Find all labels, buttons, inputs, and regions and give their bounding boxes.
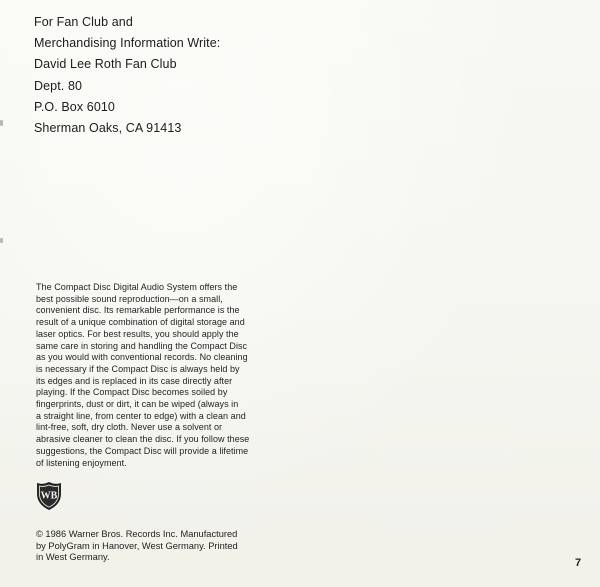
address-line: Merchandising Information Write: <box>34 36 221 51</box>
notice-line: of listening enjoyment. <box>36 457 127 468</box>
notice-line: is necessary if the Compact Disc is always held by <box>36 363 240 374</box>
notice-line: result of a unique combination of digital storage and <box>36 317 245 328</box>
notice-line: same care in storing and handling the Compact Disc <box>36 340 248 351</box>
page-number: 7 <box>575 557 582 569</box>
copyright-line: in West Germany. <box>36 552 110 563</box>
warner-bros-shield-icon <box>36 481 62 511</box>
address-line: For Fan Club and <box>34 15 133 29</box>
notice-line: playing. If the Compact Disc becomes soiled by <box>36 387 228 398</box>
address-line: Sherman Oaks, CA 91413 <box>34 121 182 136</box>
copyright-line: © 1986 Warner Bros. Records Inc. Manufactured <box>36 529 238 539</box>
copyright-line: by PolyGram in Hanover, West Germany. Printed <box>36 540 238 551</box>
fan-club-address <box>34 12 220 139</box>
notice-line: its edges and is replaced in its case directly after <box>36 375 233 386</box>
notice-line: The Compact Disc Digital Audio System offers the <box>36 282 238 292</box>
notice-line: abrasive cleaner to clean the disc. If you follow these <box>36 434 250 445</box>
notice-line: laser optics. For best results, you should apply the <box>36 328 239 339</box>
notice-line: a straight line, from center to edge) with a clean and <box>36 410 246 421</box>
notice-line: as you would with conventional records. No cleaning <box>36 352 248 363</box>
copyright-notice <box>36 529 238 564</box>
paper-edge-mark <box>0 238 3 243</box>
notice-line: fingerprints, dust or dirt, it can be wiped (always in <box>36 399 239 410</box>
address-line: Dept. 80 <box>34 78 83 93</box>
notice-line: best possible sound reproduction—on a small, <box>36 293 223 304</box>
address-line: P.O. Box 6010 <box>34 99 115 114</box>
notice-line: suggestions, the Compact Disc will provide a lifetime <box>36 445 249 456</box>
paper-edge-mark <box>0 120 3 126</box>
compact-disc-care-notice <box>36 282 308 469</box>
notice-line: lint-free, soft, dry cloth. Never use a solvent or <box>36 422 223 433</box>
logo-lettering: WB <box>40 490 58 502</box>
notice-line: convenient disc. Its remarkable performance is the <box>36 305 240 316</box>
address-line: David Lee Roth Fan Club <box>34 57 177 72</box>
